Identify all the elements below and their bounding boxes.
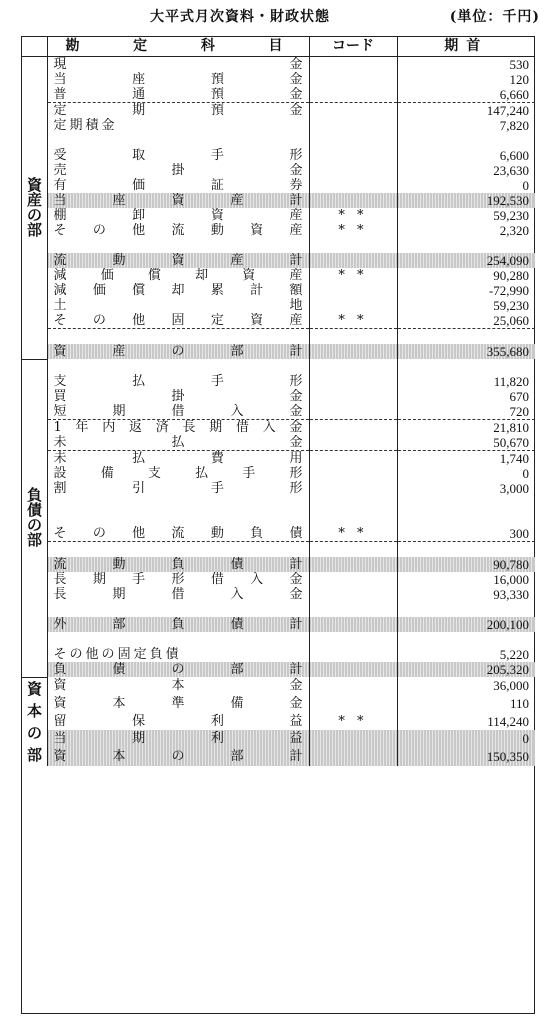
header-section [21, 36, 47, 57]
account-value: 0 [522, 466, 529, 481]
account-code [309, 748, 397, 766]
account-value: 3,000 [499, 481, 529, 496]
account-value: 355,680 [397, 344, 535, 359]
table-row [21, 404, 535, 420]
account-name: 資 本 の 部 計 [47, 748, 309, 766]
account-name: 土 地 [47, 298, 309, 313]
table-row [21, 542, 535, 558]
account-code [309, 632, 397, 647]
table-row [21, 695, 535, 713]
table-row [21, 374, 535, 389]
account-code: * * [309, 712, 397, 730]
account-code: * * [309, 313, 397, 329]
subtotal-row [21, 253, 535, 268]
account-name [47, 542, 309, 558]
account-value: 36,000 [493, 678, 529, 694]
account-name: 短 期 借 入 金 [47, 404, 309, 420]
account-name [47, 632, 309, 647]
account-value [397, 133, 535, 148]
account-value [397, 511, 535, 526]
header-code: コード [309, 36, 397, 57]
account-code [309, 587, 397, 602]
account-value: 21,810 [493, 420, 529, 435]
account-name: 当 期 利 益 [47, 730, 309, 748]
account-name: 減 価 償 却 資 産 [47, 268, 309, 283]
account-value: 50,670 [397, 435, 535, 451]
account-code [309, 572, 397, 587]
account-code [309, 496, 397, 511]
account-code [309, 420, 397, 436]
account-name: そ の 他 固 定 資 産 [47, 313, 309, 329]
header-period: 期首 [397, 36, 535, 57]
account-value: 90,280 [493, 268, 529, 283]
table-row [21, 526, 535, 542]
account-value [397, 329, 535, 345]
table-row [21, 118, 535, 133]
balance-sheet-table [21, 36, 535, 766]
title-unit: (単位：千円) [449, 9, 540, 25]
account-value [397, 632, 535, 647]
account-name: そ の 他 流 動 負 債 [47, 526, 309, 542]
account-code [309, 193, 397, 208]
account-name: 1 年 内 返 済 長 期 借 入 金 [47, 420, 309, 436]
account-name: 流 動 負 債 計 [47, 557, 309, 572]
table-row [21, 420, 535, 436]
account-code [309, 662, 397, 677]
account-name [47, 602, 309, 617]
account-name: 棚 卸 資 産 [47, 208, 309, 223]
account-name: 未 払 金 [47, 435, 309, 451]
account-value: 5,220 [499, 647, 529, 662]
table-row [21, 208, 535, 223]
account-code [309, 466, 397, 481]
account-name: 資 本 金 [47, 677, 309, 695]
account-value [397, 359, 535, 374]
table-row [21, 268, 535, 283]
account-code [309, 677, 397, 695]
table-row [21, 329, 535, 345]
account-code [309, 542, 397, 558]
account-name: 支 払 手 形 [47, 374, 309, 389]
account-code [309, 118, 397, 133]
account-name: 外 部 負 債 計 [47, 617, 309, 632]
table-row [21, 712, 535, 730]
table-row [21, 677, 535, 695]
account-name: 有 価 証 券 [47, 178, 309, 193]
account-value: 192,530 [397, 193, 535, 208]
account-code [309, 298, 397, 313]
account-value: 0 [397, 730, 535, 748]
account-value: 0 [522, 178, 529, 193]
account-code [309, 329, 397, 345]
account-value [397, 496, 535, 511]
account-code [309, 133, 397, 148]
account-name [47, 496, 309, 511]
table-row [21, 72, 535, 87]
account-code [309, 602, 397, 617]
account-code [309, 163, 397, 178]
table-row [21, 647, 535, 662]
account-name: 現 金 [47, 57, 309, 73]
account-code [309, 695, 397, 713]
account-name: 受 取 手 形 [47, 148, 309, 163]
account-name: 長 期 借 入 金 [47, 587, 309, 602]
account-value: 147,240 [486, 103, 529, 118]
account-name: そ の 他 の 固 定 負 債 [47, 647, 309, 662]
account-code [309, 435, 397, 451]
account-name: 流 動 資 産 計 [47, 253, 309, 268]
account-code [309, 87, 397, 103]
account-name: 定 期 預 金 [47, 103, 309, 119]
table-row [21, 87, 535, 103]
account-code [309, 283, 397, 298]
table-body [21, 57, 535, 766]
account-name: 売 掛 金 [47, 163, 309, 178]
section-label-equity: 資 本 の 部 [21, 677, 47, 766]
account-code [309, 178, 397, 193]
account-name: 定 期 積 金 [47, 118, 309, 133]
table-row [21, 163, 535, 178]
table-row [21, 223, 535, 238]
section-label-assets: 資 産 の 部 [21, 57, 47, 360]
subtotal-row [21, 193, 535, 208]
account-value: 90,780 [397, 557, 535, 572]
account-value: 6,600 [499, 148, 529, 163]
table-row [21, 496, 535, 511]
table-row [21, 481, 535, 496]
account-code: * * [309, 223, 397, 238]
account-name: 留 保 利 益 [47, 712, 309, 730]
account-value: 6,660 [397, 87, 535, 103]
account-value: 59,230 [493, 208, 529, 223]
account-value: 110 [509, 696, 529, 712]
account-value: 11,820 [493, 374, 529, 389]
section-label-liabilities: 負 債 の 部 [21, 359, 47, 677]
account-code [309, 730, 397, 748]
account-value: 200,100 [397, 617, 535, 632]
account-name: 当 座 資 産 計 [47, 193, 309, 208]
account-code [309, 238, 397, 253]
account-value: 150,350 [397, 748, 535, 766]
report-title [150, 6, 540, 28]
table-row [21, 238, 535, 253]
title-main: 大平式月次資料・財政状態 [150, 9, 330, 25]
account-value: 25,060 [397, 313, 535, 329]
table-row [21, 298, 535, 313]
table-row [21, 389, 535, 404]
account-name: 資 本 準 備 金 [47, 695, 309, 713]
account-name: 減 価 償 却 累 計 額 [47, 283, 309, 298]
account-value: 59,230 [493, 298, 529, 313]
account-value: 300 [397, 526, 535, 542]
account-value: 720 [397, 404, 535, 420]
account-value: 1,740 [499, 451, 529, 466]
table-row [21, 602, 535, 617]
subtotal-row [21, 730, 535, 748]
account-name [47, 133, 309, 148]
account-code [309, 389, 397, 404]
table-row [21, 587, 535, 602]
account-code [309, 72, 397, 87]
account-code: * * [309, 268, 397, 283]
table-row [21, 632, 535, 647]
account-value: 93,330 [493, 587, 529, 602]
table-row [21, 57, 535, 73]
account-code [309, 617, 397, 632]
account-value: 205,320 [397, 662, 535, 677]
account-value [397, 542, 535, 558]
account-value: 2,320 [499, 223, 529, 238]
account-name: 当 座 預 金 [47, 72, 309, 87]
account-code [309, 253, 397, 268]
account-code [309, 451, 397, 467]
account-name: そ の 他 流 動 資 産 [47, 223, 309, 238]
account-name: 買 掛 金 [47, 389, 309, 404]
table-row [21, 283, 535, 298]
header-row [21, 36, 535, 57]
account-value [397, 238, 535, 253]
account-code [309, 557, 397, 572]
table-row [21, 572, 535, 587]
subtotal-row [21, 748, 535, 766]
account-code [309, 647, 397, 662]
account-value [397, 602, 535, 617]
header-item: 勘 定 科 目 [47, 36, 309, 57]
account-name: 未 払 費 用 [47, 451, 309, 467]
table-row [21, 435, 535, 451]
account-name: 負 債 の 部 計 [47, 662, 309, 677]
table-row [21, 178, 535, 193]
account-code [309, 511, 397, 526]
account-name: 長 期 手 形 借 入 金 [47, 572, 309, 587]
account-name [47, 511, 309, 526]
account-value: -72,990 [488, 283, 529, 298]
account-code [309, 148, 397, 163]
table-row [21, 133, 535, 148]
account-value: 16,000 [493, 572, 529, 587]
account-name [47, 329, 309, 345]
account-code [309, 344, 397, 359]
account-value: 7,820 [499, 118, 529, 133]
account-value: 530 [509, 57, 529, 72]
table-row [21, 103, 535, 119]
account-code [309, 103, 397, 119]
table-row [21, 313, 535, 329]
account-value: 254,090 [397, 253, 535, 268]
account-value: 114,240 [487, 713, 529, 729]
account-value: 670 [509, 389, 529, 404]
account-name: 普 通 預 金 [47, 87, 309, 103]
subtotal-row [21, 557, 535, 572]
subtotal-row [21, 662, 535, 677]
subtotal-row [21, 344, 535, 359]
account-code: * * [309, 208, 397, 223]
account-code [309, 359, 397, 374]
account-code: * * [309, 526, 397, 542]
table-row [21, 466, 535, 481]
account-name: 資 産 の 部 計 [47, 344, 309, 359]
account-code [309, 481, 397, 496]
table-row [21, 148, 535, 163]
account-name [47, 359, 309, 374]
table-row [21, 359, 535, 374]
account-value: 120 [509, 72, 529, 87]
account-name: 設 備 支 払 手 形 [47, 466, 309, 481]
account-name [47, 238, 309, 253]
account-value: 23,630 [493, 163, 529, 178]
account-code [309, 404, 397, 420]
account-code [309, 57, 397, 73]
table-row [21, 451, 535, 467]
account-name: 割 引 手 形 [47, 481, 309, 496]
table-row [21, 511, 535, 526]
subtotal-row [21, 617, 535, 632]
account-code [309, 374, 397, 389]
